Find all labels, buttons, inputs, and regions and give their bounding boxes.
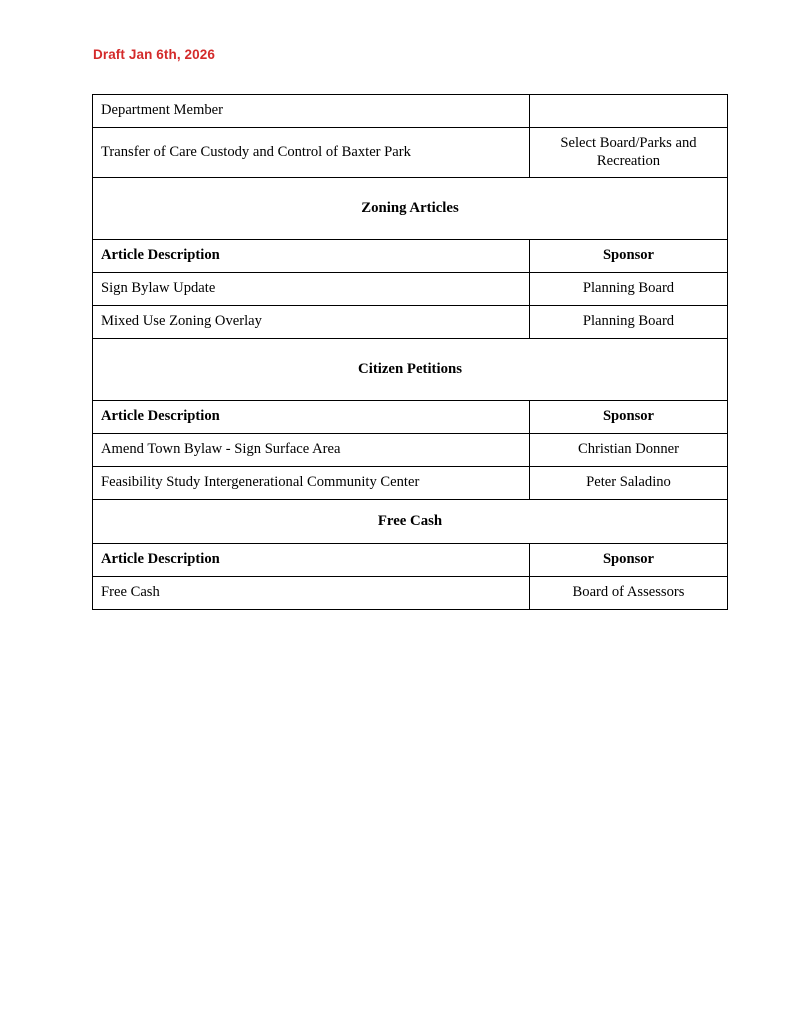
table-row bbox=[93, 434, 728, 467]
section-title-free-cash: Free Cash bbox=[93, 500, 728, 544]
article-sponsor-cell: Board of Assessors bbox=[530, 577, 728, 610]
table-row bbox=[93, 128, 728, 178]
article-description-cell: Mixed Use Zoning Overlay bbox=[93, 306, 530, 339]
column-header-sponsor: Sponsor bbox=[530, 401, 728, 434]
article-description-cell: Feasibility Study Intergenerational Community Center bbox=[93, 467, 530, 500]
column-header-description: Article Description bbox=[93, 401, 530, 434]
article-sponsor-cell: Planning Board bbox=[530, 306, 728, 339]
table-row bbox=[93, 95, 728, 128]
column-header-description: Article Description bbox=[93, 544, 530, 577]
article-sponsor-cell: Peter Saladino bbox=[530, 467, 728, 500]
article-description-cell: Transfer of Care Custody and Control of Baxter Park bbox=[93, 128, 530, 178]
table-row bbox=[93, 467, 728, 500]
section-title-row bbox=[93, 339, 728, 401]
column-header-sponsor: Sponsor bbox=[530, 544, 728, 577]
town-warrant-articles-table bbox=[92, 94, 728, 610]
article-description-cell: Department Member bbox=[93, 95, 530, 128]
article-description-cell: Sign Bylaw Update bbox=[93, 273, 530, 306]
section-title-row bbox=[93, 500, 728, 544]
table-row bbox=[93, 273, 728, 306]
table-row bbox=[93, 577, 728, 610]
section-title-row bbox=[93, 178, 728, 240]
article-description-cell: Free Cash bbox=[93, 577, 530, 610]
article-description-cell: Amend Town Bylaw - Sign Surface Area bbox=[93, 434, 530, 467]
article-sponsor-cell: Christian Donner bbox=[530, 434, 728, 467]
column-header-row bbox=[93, 240, 728, 273]
section-title-zoning-articles: Zoning Articles bbox=[93, 178, 728, 240]
table-row bbox=[93, 306, 728, 339]
article-sponsor-cell bbox=[530, 95, 728, 128]
column-header-description: Article Description bbox=[93, 240, 530, 273]
column-header-sponsor: Sponsor bbox=[530, 240, 728, 273]
column-header-row bbox=[93, 401, 728, 434]
draft-date-label: Draft Jan 6th, 2026 bbox=[93, 47, 215, 62]
section-title-citizen-petitions: Citizen Petitions bbox=[93, 339, 728, 401]
article-sponsor-cell: Planning Board bbox=[530, 273, 728, 306]
article-sponsor-cell: Select Board/Parks and Recreation bbox=[530, 128, 728, 178]
column-header-row bbox=[93, 544, 728, 577]
